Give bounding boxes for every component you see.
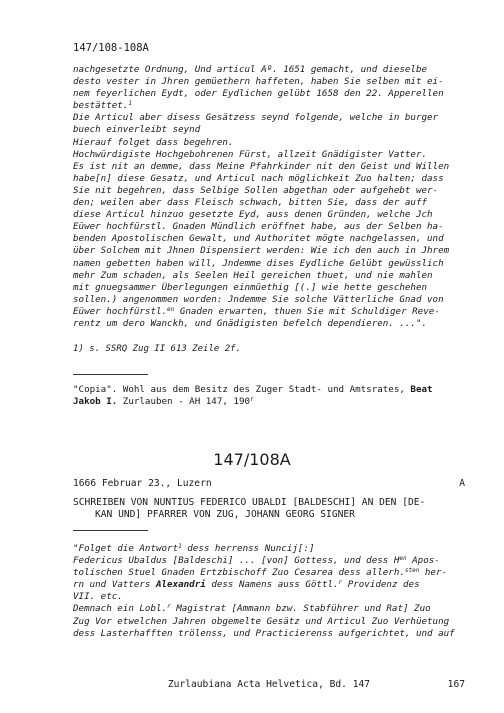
person-name: Beat bbox=[410, 384, 433, 395]
superscript: en bbox=[167, 305, 175, 313]
page-number: 167 bbox=[447, 679, 465, 690]
text-line: Hochwürdigiste Hochgebohrenen Fürst, allzeit Gnädigister Vatter. bbox=[73, 148, 428, 160]
text-line: benden Apostolischen Gewalt, und Authoritet mögte nachgelassen, und bbox=[73, 233, 444, 245]
source-note bbox=[73, 384, 465, 408]
text-segment: Magistrat [Ammann bzw. Stabführer und Rat] Zuo bbox=[170, 603, 431, 615]
text-line bbox=[73, 100, 465, 112]
document-letter: A bbox=[459, 478, 465, 489]
footnote-rule bbox=[73, 374, 148, 375]
text-segment: Providenz des bbox=[342, 579, 420, 591]
superscript: r bbox=[250, 396, 254, 404]
dateline bbox=[73, 478, 465, 489]
heading-line: KAN UND] PFARRER VON ZUG, JOHANN GEORG SIGNER bbox=[95, 509, 355, 521]
text-line bbox=[73, 396, 465, 408]
text-line: Sie nit begehren, dass Selbige Sollen abgethan oder aufgehebt wer- bbox=[73, 184, 439, 196]
footnote-marker: 1 bbox=[178, 543, 182, 550]
text-segment: tolischen Stuel Gnaden Ertzbischoff Zuo Cesarea dess allerh. bbox=[73, 567, 405, 579]
running-head: 147/108-108A bbox=[73, 42, 149, 54]
text-line: namen gebetten haben will, Jndemme dises Eydliche Gelübt gewüsslich bbox=[73, 257, 444, 269]
text-segment: Apos- bbox=[406, 555, 440, 567]
superscript: en bbox=[399, 555, 407, 563]
document-number: 147/108A bbox=[213, 450, 291, 469]
text-line: nem feyerlichen Eydt, oder Eydlichen gelübt 1658 den 22. Apperellen bbox=[73, 88, 444, 100]
text-line bbox=[73, 306, 465, 318]
footnote: 1) s. SSRQ Zug II 613 Zeile 2f. bbox=[73, 344, 241, 354]
document-heading bbox=[73, 497, 465, 521]
text-line: mehr Zum schaden, als Seelen Heil gereichen thuet, und nie mahlen bbox=[73, 269, 433, 281]
text-line: sollen.) angenommen worden: Jndemme Sie solche Vätterliche Gnad von bbox=[73, 293, 444, 305]
superscript: sten bbox=[404, 567, 420, 575]
text-segment: her- bbox=[419, 567, 448, 579]
text-line: Hierauf folget dass begehren. bbox=[73, 136, 234, 148]
text-line: über Solchem mit Jhnen Dispensiert werden: Wie ich den auch in Jhrem bbox=[73, 245, 450, 257]
text-segment: Demnach ein Lobl. bbox=[73, 603, 168, 615]
footer-title: Zurlaubiana Acta Helvetica, Bd. 147 bbox=[167, 679, 371, 690]
superscript: r bbox=[167, 603, 171, 611]
text-segment: "Copia". Wohl aus dem Besitz des Zuger Stadt- und Amtsrates, bbox=[73, 384, 411, 395]
text-line bbox=[73, 603, 465, 615]
text-segment: dess Namens auss Göttl. bbox=[205, 579, 339, 591]
superscript: r bbox=[338, 579, 343, 587]
text-line: desto vester in Jhren gemüethern haffeten, haben Sie selben mit ei- bbox=[73, 76, 444, 88]
text-segment: Federicus Ubaldus [Baldeschi] ... [von] Gottess, und dess H bbox=[73, 555, 400, 567]
letter-text bbox=[73, 543, 465, 640]
text-line: rentz um dero Wanckh, und Gnädigisten befelch dependieren. ...". bbox=[73, 317, 428, 329]
text-segment: Gnaden erwarten, thuen Sie mit Schuldiger Reve- bbox=[174, 305, 440, 317]
footnote-marker: 1 bbox=[128, 100, 132, 108]
text-line: Eüwer hochfürstl. Gnaden Mündlich eröffnet habe, aus der Selben ha- bbox=[73, 221, 444, 233]
text-line bbox=[73, 543, 465, 555]
text-line: diese Articul hinzuo gesetzte Eyd, auss denen Gründen, welche Jch bbox=[73, 209, 433, 221]
text-line: nachgesetzte Ordnung, Und articul Aº. 1651 gemacht, und dieselbe bbox=[73, 64, 428, 75]
text-line bbox=[73, 579, 465, 591]
date-place: 1666 Februar 23., Luzern bbox=[73, 478, 212, 489]
text-line: habe[n] diese Gesatz, und Articul nach möglichkeit Zuo halten; dass bbox=[73, 172, 444, 184]
text-line: dess Lasterhafften trölenss, und Practicierenss aufgerichtet, und auf bbox=[73, 627, 455, 639]
text-line: Es ist nit an demme, dass Meine Pfahrkinder nit den Geist und Willen bbox=[73, 160, 450, 172]
text-segment: Eüwer hochfürstl. bbox=[73, 305, 168, 317]
text-line: Zug Vor etwelchen Jahren obgemelte Gesätz und Articul Zuo Verhüetung bbox=[73, 615, 450, 627]
text-line: Die Articul aber disess Gesätzess seynd folgende, welche in burger bbox=[73, 112, 439, 124]
person-name: Alexandri bbox=[155, 579, 206, 591]
text-segment: "Folget die Antwort bbox=[73, 543, 179, 554]
text-line: VII. etc. bbox=[73, 591, 123, 603]
text-segment: bestättet. bbox=[73, 100, 129, 112]
text-line bbox=[73, 384, 465, 396]
text-line: den; weilen aber dass Fleisch schwach, bitten Sie, dass der auff bbox=[73, 197, 428, 209]
person-name: Jakob I. bbox=[73, 396, 118, 408]
section-rule bbox=[73, 530, 148, 531]
text-line: mit gnuegsammer Überlegungen einmüethig [(.] wie hette geschehen bbox=[73, 281, 428, 293]
text-line: buech einverleibt seynd bbox=[73, 124, 201, 136]
text-line bbox=[73, 555, 465, 567]
text-segment: Zurlauben - AH 147, 190 bbox=[117, 396, 251, 408]
main-text bbox=[73, 64, 465, 330]
heading-line: SCHREIBEN VON NUNTIUS FEDERICO UBALDI [BALDESCHI] AN DEN [DE- bbox=[73, 497, 426, 508]
text-segment: rn und Vatters bbox=[73, 579, 156, 591]
text-segment: dess herrenss Nuncij[:] bbox=[181, 543, 315, 554]
text-line bbox=[73, 567, 465, 579]
